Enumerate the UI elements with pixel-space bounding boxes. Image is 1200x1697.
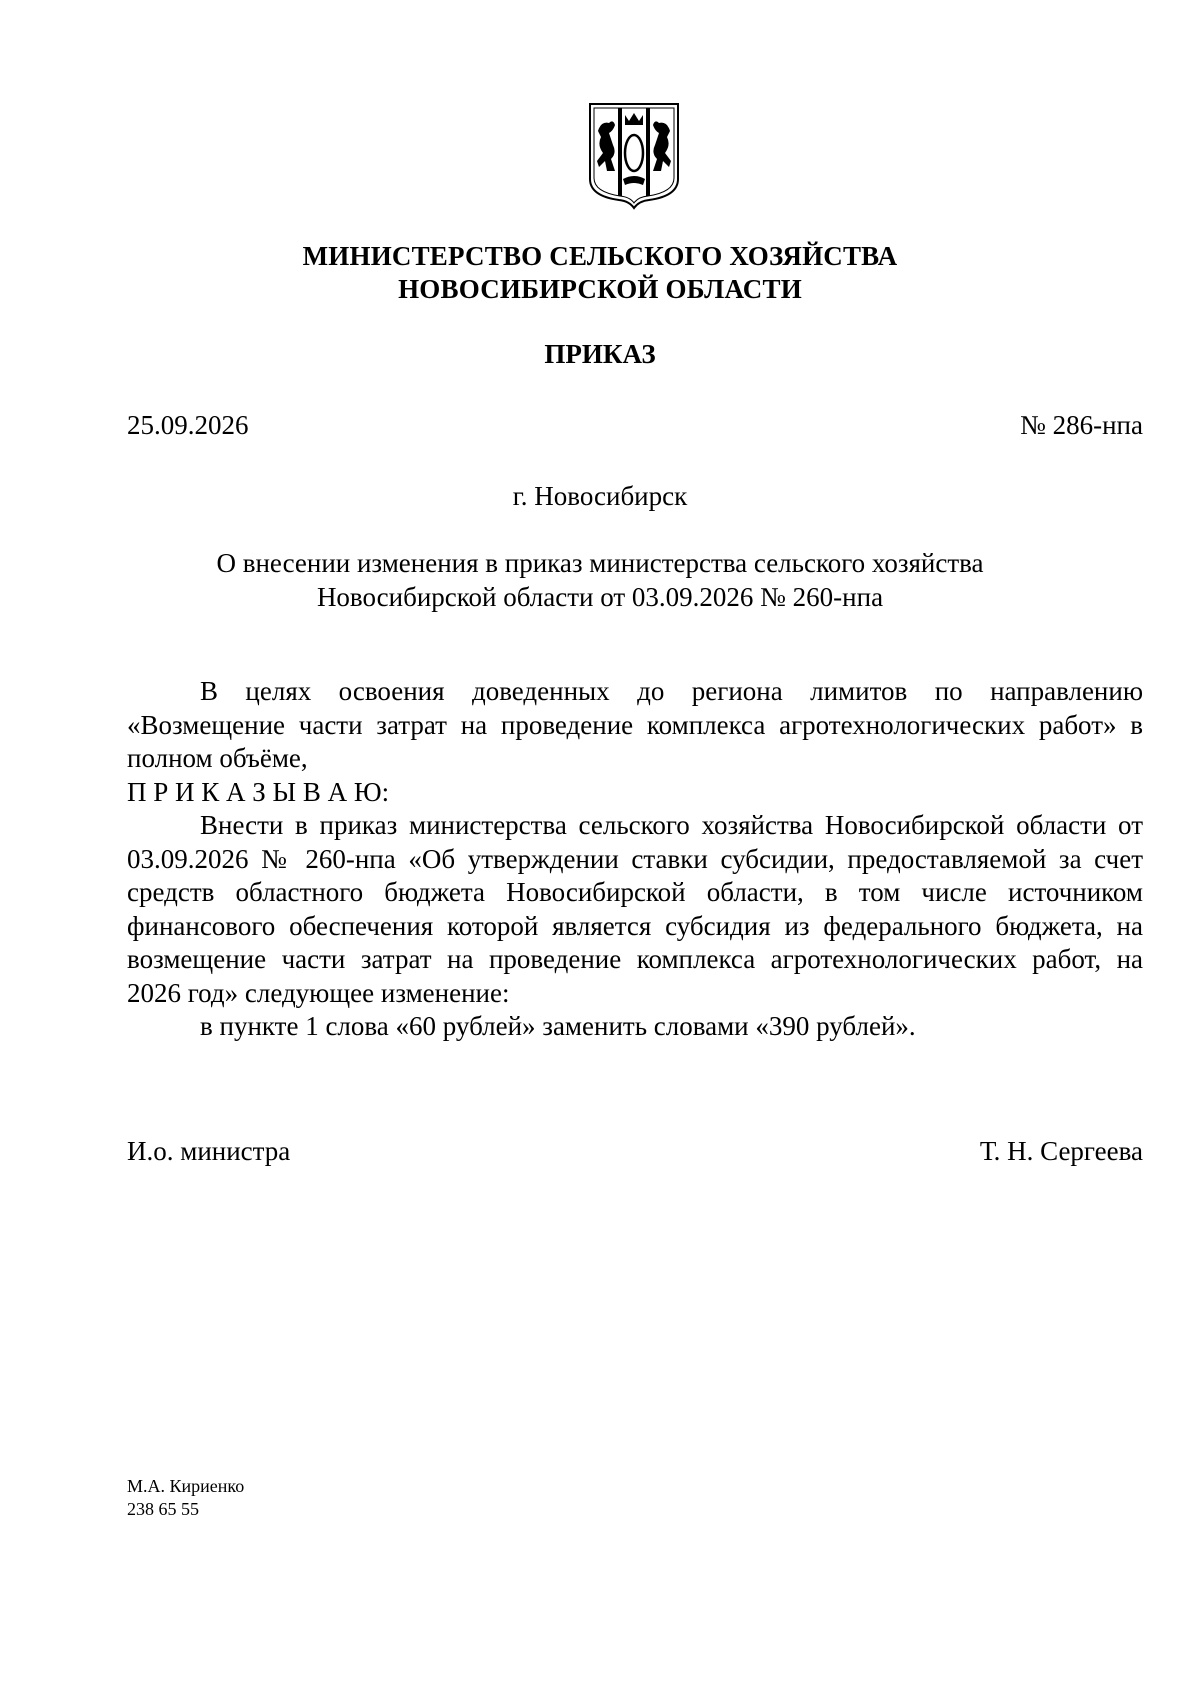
body-paragraph-line: «Возмещение части затрат на проведение комплекса агротехнологических работ» в [127,710,1143,740]
subject-line: Новосибирской области от 03.09.2026 № 260-нпа [316,582,884,612]
signer-name: Т. Н. Сергеева [979,1136,1143,1166]
document-type-title: ПРИКАЗ [544,339,656,369]
body-paragraph-line: в пункте 1 слова «60 рублей» заменить словами «390 рублей». [200,1011,916,1041]
body-paragraph-line: возмещение части затрат на проведение комплекса агротехнологических работ, на [127,944,1143,974]
novosibirsk-coat-of-arms-icon [587,101,681,210]
signer-position: И.о. министра [127,1136,291,1166]
order-directive-word: П Р И К А З Ы В А Ю: [127,777,390,807]
body-paragraph-line: средств областного бюджета Новосибирской области, в том числе источником [127,877,1143,907]
document-date: 25.09.2026 [127,410,249,440]
body-paragraph-line: полном объёме, [127,743,308,773]
body-paragraph-line: 03.09.2026 № 260-нпа «Об утверждении ставки субсидии, предоставляемой за счет [127,844,1143,874]
body-paragraph-line: Внести в приказ министерства сельского хозяйства Новосибирской области от [200,810,1143,840]
body-paragraph-line: финансового обеспечения которой является субсидия из федерального бюджета, на [127,911,1143,941]
executor-name: М.А. Кириенко [127,1476,245,1496]
document-number: № 286-нпа [1020,410,1143,440]
executor-phone: 238 65 55 [127,1499,199,1519]
ministry-name-line2: НОВОСИБИРСКОЙ ОБЛАСТИ [398,274,802,304]
body-paragraph-line: 2026 год» следующее изменение: [127,978,510,1008]
ministry-name-line1: МИНИСТЕРСТВО СЕЛЬСКОГО ХОЗЯЙСТВА [302,241,898,271]
subject-line: О внесении изменения в приказ министерства сельского хозяйства [216,548,984,578]
document-city: г. Новосибирск [512,481,688,511]
body-paragraph-line: В целях освоения доведенных до региона лимитов по направлению [200,676,1143,706]
